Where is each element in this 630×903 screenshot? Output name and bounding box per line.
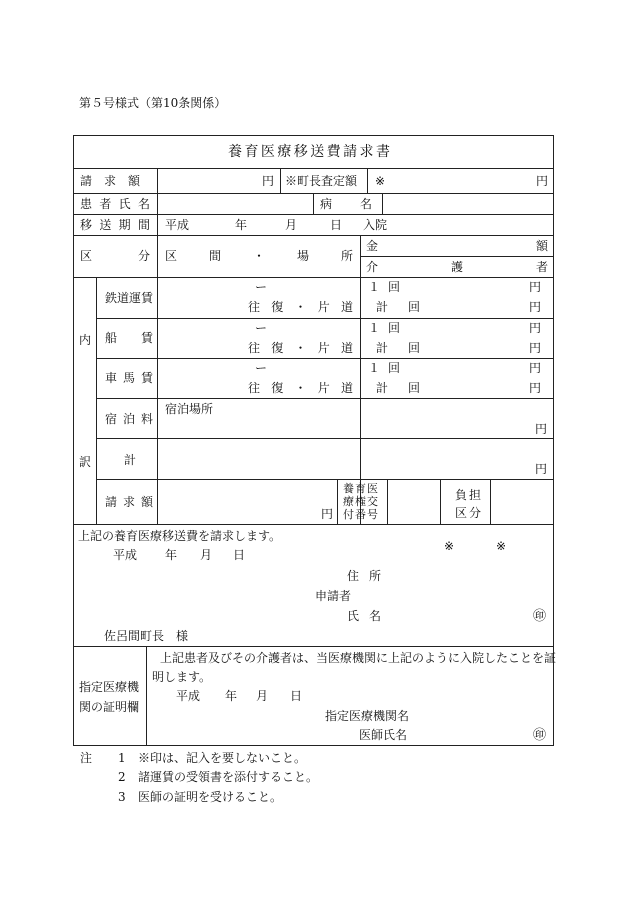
char: ・ [294,381,307,395]
char: ・ [294,300,307,314]
one-time-label [368,362,400,374]
yen-unit: 円 [321,507,334,521]
char: 道 [117,291,130,305]
char: 片 [317,381,330,395]
char: 場 [296,249,309,263]
car-fare-label [105,372,153,384]
ship-fare-label [105,332,153,344]
month-label: 月 [256,689,269,703]
rule [337,479,338,524]
cert-number-label: 養育医療権交付番号 [343,482,379,521]
dash: ー [255,280,268,294]
char: 所 [368,569,381,583]
char: 運 [129,291,142,305]
addressee-label: 佐呂間町長 様 [104,629,189,643]
rule [280,168,281,193]
month-label: 月 [200,548,213,562]
lodging-fee-label [105,413,153,425]
rule [360,256,554,257]
char: 額 [140,495,153,509]
rule [157,168,158,524]
yen-unit: 円 [262,174,275,188]
char: 回 [387,321,400,335]
category-header [80,250,150,262]
rule [313,193,314,214]
char: 宿 [105,412,118,426]
one-time-label [368,322,400,334]
rule [96,318,554,319]
round-trip-label [248,342,353,354]
char: 者 [99,197,112,211]
rule [96,479,554,480]
char: 計 [376,341,389,355]
asterisk-mark: ※ [444,539,455,553]
yen-unit: 円 [529,300,542,314]
seal-mark: ㊞ [533,728,547,743]
char: 移 [293,144,310,160]
char: 名 [368,609,381,623]
yen-unit: 円 [536,174,549,188]
char: １ [368,361,381,375]
rule [96,277,97,524]
transfer-period-label [80,219,150,231]
char: 船 [105,331,118,345]
char: 回 [387,361,400,375]
char: 道 [340,341,353,355]
dash: ー [255,361,268,375]
note-text: 医師の証明を受けること。 [138,790,283,804]
char: 名 [359,197,372,211]
address-label [347,570,381,582]
char: 車 [105,371,118,385]
char: 所 [340,249,353,263]
declaration-text: 上記の養育医療移送費を請求します。 [78,529,282,543]
burden-category-label: 負担区分 [455,488,484,520]
notes-label: 注 [80,751,93,765]
institution-name-label: 指定医療機関名 [325,709,410,723]
assessed-amount-label: ※町長査定額 [285,174,358,188]
admission-label: 入院 [363,218,388,232]
month-label: 月 [285,218,298,232]
char: 書 [375,144,392,160]
breakdown-side-label: 訳 [79,455,92,469]
total-times-label [376,382,420,394]
request-amount-label [105,496,153,508]
char: ・ [252,249,265,263]
char: 額 [127,174,140,188]
doctor-name-label: 医師氏名 [359,728,408,742]
era-label: 平成 [176,689,201,703]
dash: ー [255,321,268,335]
char: 泊 [122,412,135,426]
char: ・ [294,341,307,355]
certification-side-label: 指定医療機 [79,680,140,694]
total-times-label [376,342,420,354]
year-label: 年 [165,548,178,562]
rule [73,524,554,525]
char: 区 [80,249,93,263]
char: 額 [535,239,548,253]
note-text: 諸運賃の受領書を添付すること。 [138,770,319,784]
name-label [347,610,381,622]
char: 回 [387,280,400,294]
char: 養 [228,144,244,160]
rule [367,168,368,193]
rule [73,168,554,169]
char: 賃 [141,291,154,305]
asterisk-mark: ※ [375,174,386,188]
char: 請 [105,495,118,509]
rule [96,438,554,439]
char: 護 [450,260,463,274]
char: 片 [317,300,330,314]
one-time-label [368,281,400,293]
char: 求 [122,495,135,509]
char: 片 [317,341,330,355]
breakdown-side-label: 内 [79,333,92,347]
caregiver-header [366,261,548,273]
seal-mark: ㊞ [533,609,547,624]
patient-name-label [80,198,150,210]
char: 氏 [347,609,360,623]
rule [360,235,361,524]
yen-unit: 円 [529,321,542,335]
char: 病 [320,197,333,211]
char: 移 [80,218,93,232]
char: 分 [137,249,150,263]
char: 請 [343,144,360,160]
char: 料 [140,412,153,426]
note-number: 1 [118,751,126,765]
char: 金 [366,239,379,253]
char: 氏 [118,197,131,211]
round-trip-label [248,382,353,394]
rule [73,214,554,215]
char: 往 [248,300,261,314]
char: 復 [271,341,284,355]
char: 療 [277,144,294,160]
char: 育 [244,144,261,160]
char: 回 [407,381,420,395]
rule [440,479,441,524]
rule [73,235,554,236]
char: 往 [248,381,261,395]
certification-side-label: 関の証明欄 [79,700,140,714]
applicant-label: 申請者 [315,589,352,603]
rule [96,358,554,359]
char: １ [368,321,381,335]
char: 費 [326,144,343,160]
char: １ [368,280,381,294]
char: 計 [376,381,389,395]
char: 回 [407,341,420,355]
yen-unit: 円 [535,462,548,476]
yen-unit: 円 [529,341,542,355]
amount-header [366,240,548,252]
char: 賃 [140,331,153,345]
char: 復 [271,300,284,314]
railway-fare-label [105,292,153,304]
form-title [228,145,392,159]
certification-text-line2: 明します。 [152,670,212,684]
yen-unit: 円 [529,280,542,294]
char: 送 [310,144,327,160]
yen-unit: 円 [535,422,548,436]
char: 回 [407,300,420,314]
char: 間 [208,249,221,263]
era-label: 平成 [113,548,138,562]
char: 期 [118,218,131,232]
era-label: 平成 [165,218,190,232]
lodging-place-label: 宿泊場所 [165,402,214,416]
char: 住 [347,569,360,583]
note-number: 2 [118,770,126,784]
char: 馬 [122,371,135,385]
yen-unit: 円 [529,361,542,375]
note-text: ※印は、記入を要しないこと。 [138,751,307,765]
year-label: 年 [225,689,238,703]
char: 計 [376,300,389,314]
char: 鉄 [105,291,118,305]
char: 区 [165,249,178,263]
yen-unit: 円 [529,381,542,395]
rule [387,479,388,524]
char: 間 [137,218,150,232]
rule [96,398,554,399]
char: 名 [137,197,150,211]
day-label: 日 [330,218,343,232]
request-amount-label [80,175,140,187]
char: 復 [271,381,284,395]
char: 求 [103,174,116,188]
year-label: 年 [235,218,248,232]
char: 患 [80,197,93,211]
certification-text-line1: 上記患者及びその介護者は、当医療機関に上記のように入院したことを証 [160,651,557,665]
asterisk-mark: ※ [496,539,507,553]
char: 請 [80,174,93,188]
char: 道 [340,381,353,395]
char: 送 [99,218,112,232]
char: 求 [359,144,376,160]
char: 道 [340,300,353,314]
rule [490,479,491,524]
form-number: 第５号様式（第10条関係） [79,96,227,110]
rule [382,193,383,214]
char: 往 [248,341,261,355]
total-times-label [376,301,420,313]
char: 賃 [140,371,153,385]
rule [73,277,554,278]
section-place-header [165,250,353,262]
char: 介 [366,260,379,274]
char: 者 [535,260,548,274]
char: 医 [260,144,277,160]
day-label: 日 [233,548,246,562]
disease-name-label [320,198,372,210]
rule [146,646,147,746]
day-label: 日 [290,689,303,703]
subtotal-label: 計 [124,453,137,467]
round-trip-label [248,301,353,313]
note-number: 3 [118,790,126,804]
